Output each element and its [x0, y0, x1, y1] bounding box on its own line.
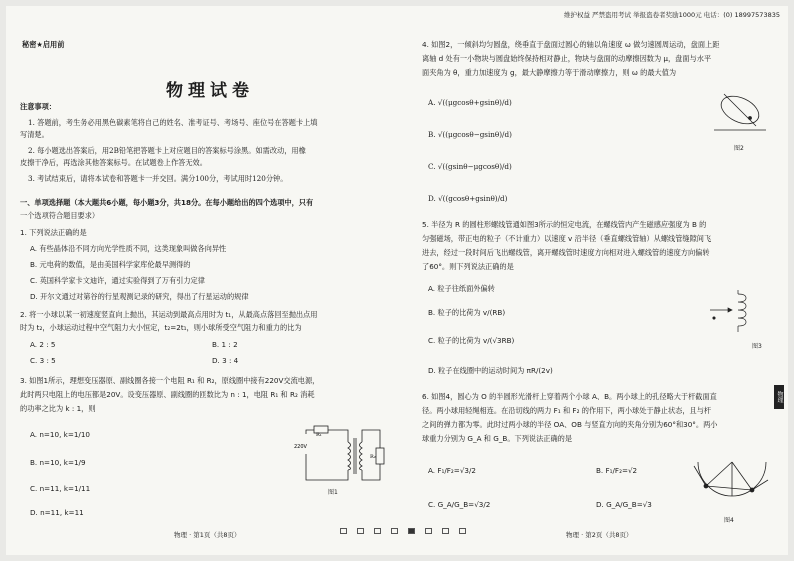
q3-option-b: B. n=10, k=1/9	[30, 458, 86, 467]
q2-option-b: B. 1 : 2	[212, 340, 238, 349]
figure-4-caption: 图4	[724, 517, 734, 524]
page-markers	[340, 528, 466, 534]
figure-2-caption: 图2	[734, 145, 744, 152]
q3-stem-3: 的功率之比为 k : 1，则	[20, 404, 96, 413]
q3-option-c: C. n=11, k=1/11	[30, 484, 91, 493]
q6-option-a: A. F₁/F₂=√3/2	[428, 466, 476, 475]
q1-option-a: A. 有些晶体沿不同方向光学性质不同，这类现象叫做各向异性	[30, 244, 227, 253]
exam-sheet	[6, 6, 788, 555]
notice-2: 2. 每小题选出答案后，用2B铅笔把答题卡上对应题目的答案标号涂黑。如需改动，用橡	[28, 146, 306, 155]
q4-option-d: D. √((gcosθ+gsinθ)/d)	[428, 194, 508, 203]
footer-left: 物理 · 第1页（共8页）	[174, 531, 241, 539]
q2-option-c: C. 3 : 5	[30, 356, 56, 365]
page-marker	[459, 528, 466, 534]
footer-right: 物理 · 第2页（共8页）	[566, 531, 633, 539]
q5-stem-3: 进去，经过一段时间后飞出螺线管，离开螺线管时速度方向相对进入螺线管的速度方向偏转	[422, 248, 710, 257]
page-marker	[408, 528, 415, 534]
notice-3: 3. 考试结束后，请将本试卷和答题卡一并交回。满分100分，考试用时120分钟。	[28, 174, 288, 183]
q6-stem-3: 之间的弹力都为零。此时过两小球的半径 OA、OB 与竖直方向的夹角分别为60°和30°。两小	[422, 420, 718, 429]
q6-option-c: C. G_A/G_B=√3/2	[428, 500, 491, 509]
q2-stem-1: 2. 将一小球以某一初速度竖直向上抛出，其运动到最高点用时为 t₁，从最高点落回至抛出点用	[20, 310, 318, 319]
q1-option-c: C. 英国科学家卡文迪许，通过实验得到了万有引力定律	[30, 276, 205, 285]
q5-stem-1: 5. 半径为 R 的圆柱形螺线管通如图3所示的恒定电流，在螺线管内产生磁感应强度为 B 的	[422, 220, 707, 229]
q3-option-d: D. n=11, k=11	[30, 508, 84, 517]
figure-3-solenoid	[704, 286, 774, 338]
figure-1-caption: 图1	[328, 489, 338, 496]
q4-option-b: B. √((μgcosθ−gsinθ)/d)	[428, 130, 512, 139]
q3-stem-2: 此时两只电阻上的电压都是20V。设变压器原、副线圈的匝数比为 n : 1，电阻 R₁ 和 R₂ 消耗	[20, 390, 315, 399]
figure-4-semicircle	[690, 452, 772, 514]
figure-3-caption: 图3	[752, 343, 762, 350]
q4-option-a: A. √((μgcosθ+gsinθ)/d)	[428, 98, 512, 107]
page-marker	[340, 528, 347, 534]
fig1-r2-label: R₂	[370, 454, 376, 460]
q6-option-b: B. F₁/F₂=√2	[596, 466, 638, 475]
q6-option-d: D. G_A/G_B=√3	[596, 500, 652, 509]
figure-1-transformer	[292, 424, 386, 488]
q5-option-a: A. 粒子往纸面外偏转	[428, 284, 495, 293]
figure-2-disk	[710, 88, 770, 138]
q3-stem-1: 3. 如图1所示，理想变压器原、副线圈各接一个电阻 R₁ 和 R₂，原线圈中接有220V交流电源，	[20, 376, 320, 385]
q5-stem-4: 了60°。则下列说法正确的是	[422, 262, 514, 271]
q1-option-d: D. 开尔文通过对第谷的行星观测记录的研究，得出了行星运动的规律	[30, 292, 249, 301]
notice-1b: 写清楚。	[20, 130, 49, 139]
notice-2b: 皮擦干净后，再选涂其他答案标号。在试题卷上作答无效。	[20, 158, 207, 167]
notice-title: 注意事项：	[20, 102, 56, 111]
fig1-voltage-label: 220V	[294, 444, 307, 450]
q4-stem-1: 4. 如图2，一倾斜均匀圆盘，绕垂直于盘面过圆心的轴以角速度 ω 做匀速圆周运动，盘面上距	[422, 40, 720, 49]
page-marker	[442, 528, 449, 534]
q4-stem-2: 离轴 d 处有一小物块与圆盘始终保持相对静止，物块与盘面的动摩擦因数为 μ，盘面与水平	[422, 54, 712, 63]
q2-stem-2: 时为 t₂，小球运动过程中空气阻力大小恒定，t₂=2t₁，则小球所受空气阻力和重力的比为	[20, 323, 302, 332]
section-1-heading-b: 一个选项符合题目要求）	[20, 211, 100, 220]
page-marker	[374, 528, 381, 534]
notice-1: 1. 答题前，考生务必用黑色碳素笔将自己的姓名、准考证号、考场号、座位号在答题卡上填	[28, 118, 318, 127]
section-1-heading: 一、单项选择题（本大题共6小题，每小题3分，共18分。在每小题给出的四个选项中，只有	[20, 198, 314, 207]
q2-option-a: A. 2 : 5	[30, 340, 56, 349]
q6-stem-4: 球重力分别为 G_A 和 G_B。下列说法正确的是	[422, 434, 573, 443]
secret-mark: 秘密★启用前	[22, 40, 65, 49]
header-note: 维护权益 严禁盗用考试 举报盗卷者奖励1000元 电话：(0) 18997573835	[563, 11, 780, 19]
q5-stem-2: 匀强磁场，带正电的粒子（不计重力）以速度 v 沿半径（垂直螺线管轴）从螺线管缝隙间飞	[422, 234, 712, 243]
q4-stem-3: 面夹角为 θ，重力加速度为 g，最大静摩擦力等于滑动摩擦力，则 ω 的最大值为	[422, 68, 677, 77]
page-marker	[357, 528, 364, 534]
q6-stem-2: 径。两小球用轻绳相连。在沿切线的两力 F₁ 和 F₂ 的作用下，两小球处于静止状态，且与杆	[422, 406, 712, 415]
q5-option-d: D. 粒子在线圈中的运动时间为 πR/(2v)	[428, 366, 553, 375]
q1-stem: 1. 下列说法正确的是	[20, 228, 87, 237]
q1-option-b: B. 元电荷的数值，是由美国科学家库伦最早测得的	[30, 260, 191, 269]
q2-option-d: D. 3 : 4	[212, 356, 239, 365]
q5-option-b: B. 粒子的比荷为 v/(RB)	[428, 308, 506, 317]
page-title: 物理试卷	[166, 81, 254, 101]
q4-option-c: C. √((gsinθ−μgcosθ)/d)	[428, 162, 512, 171]
q6-stem-1: 6. 如图4，圆心为 O 的半圆形光滑杆上穿着两个小球 A、B。两小球上的孔径略大于杆截面直	[422, 392, 717, 401]
q5-option-c: C. 粒子的比荷为 v/(√3RB)	[428, 336, 515, 345]
page-marker	[425, 528, 432, 534]
q3-option-a: A. n=10, k=1/10	[30, 430, 90, 439]
subject-side-tab: 物理	[774, 385, 784, 409]
fig1-r1-label: R₁	[316, 432, 322, 438]
page-marker	[391, 528, 398, 534]
